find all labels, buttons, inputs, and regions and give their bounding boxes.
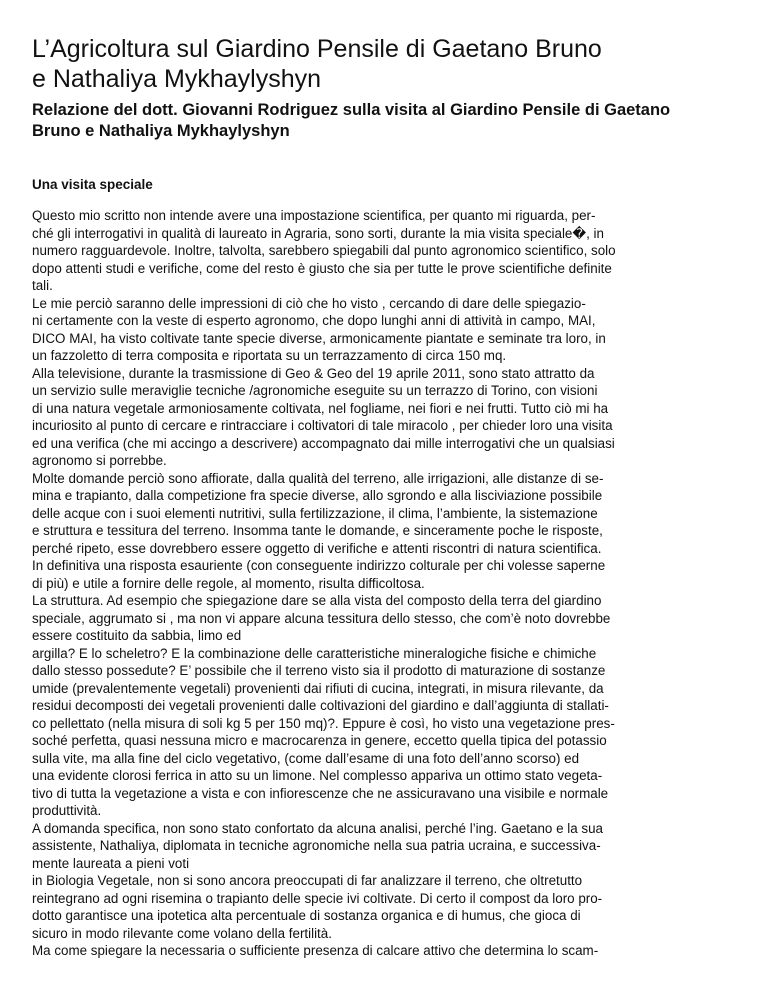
body-line: una evidente clorosi ferrica in atto su un limone. Nel complesso appariva un ottimo stato vegeta- [32, 768, 603, 783]
body-line: dallo stesso possedute? E’ possibile che il terreno visto sia il prodotto di maturazione di sostanze [32, 663, 606, 678]
body-line: argilla? E lo scheletro? E la combinazione delle caratteristiche mineralogiche fisiche e chimiche [32, 645, 597, 661]
body-line: residui decomposti dei vegetali provenienti dalle coltivazioni del giardino e dall’aggiunta di stallati- [32, 698, 609, 713]
body-line: di una natura vegetale armoniosamente coltivata, nel fogliame, nei fiori e nei frutti. Tutto ciò mi ha [32, 400, 609, 416]
body-line: numero ragguardevole. Inoltre, talvolta, sarebbero spiegabili dal punto agronomico scientifico, solo [32, 243, 616, 258]
body-line: In definitiva una risposta esauriente (con conseguente indirizzo colturale per chi volesse saperne [32, 558, 606, 573]
body-line: perché ripeto, esse dovrebbero essere oggetto di verifiche e attenti riscontri di natura scientifica. [32, 540, 602, 556]
body-line: sicuro in modo rilevante come volano della fertilità. [32, 925, 332, 941]
body-line: DICO MAI, ha visto coltivate tante specie diverse, armonicamente piantate e seminate tra loro, in [32, 330, 606, 346]
body-line: A domanda specifica, non sono stato confortato da alcuna analisi, perché l’ing. Gaetano e la sua [32, 820, 603, 836]
body-line: incuriosito al punto di cercare e rintracciare i coltivatori di tale miracolo , per chieder loro una visita [32, 418, 613, 433]
body-line: di più) e utile a fornire delle regole, al momento, risulta difficoltosa. [32, 575, 425, 591]
body-line: sulla vite, ma alla fine del ciclo vegetativo, (come dall’esame di una foto dell’anno scorso) ed [32, 750, 580, 766]
body-line: dopo attenti studi e verifiche, come del resto è giusto che sia per tutte le prove scientifiche definite [32, 260, 612, 276]
body-line: Questo mio scritto non intende avere una impostazione scientifica, per quanto mi riguarda, per- [32, 208, 596, 223]
body-line: Alla televisione, durante la trasmissione di Geo & Geo del 19 aprile 2011, sono stato attratto da [32, 365, 595, 381]
body-line: mina e trapianto, dalla competizione fra specie diverse, allo sgrondo e alla lisciviazione possibile [32, 488, 603, 503]
body-line: umide (prevalentemente vegetali) provenienti dai rifiuti di cucina, integrati, in misura rilevante, da [32, 680, 604, 696]
body-line: e struttura e tessitura del terreno. Insomma tante le domande, e sinceramente poche le risposte, [32, 523, 603, 538]
body-line: ed una verifica (che mi accingo a descrivere) accompagnato dai mille interrogativi che un qualsiasi [32, 435, 615, 451]
body-line: tivo di tutta la vegetazione a vista e con infiorescenze che ne assicuravano una visibile e normale [32, 785, 609, 801]
body-line: delle acque con i suoi elementi nutritivi, sulla fertilizzazione, il clima, l’ambiente, la sistemazione [32, 505, 598, 521]
section-heading: Una visita speciale [32, 177, 153, 192]
subtitle-line-1: Relazione del dott. Giovanni Rodriguez sulla visita al Giardino Pensile di Gaetano [32, 101, 671, 119]
body-line: La struttura. Ad esempio che spiegazione dare se alla vista del composto della terra del giardino [32, 593, 602, 608]
body-line: un fazzoletto di terra composita e riportata su un terrazzamento di circa 150 mq. [32, 348, 507, 363]
body-line: reintegrano ad ogni risemina o trapianto delle specie ivi coltivate. Di certo il compost da loro pro- [32, 890, 603, 906]
body-line: Molte domande perciò sono affiorate, dalla qualità del terreno, alle irrigazioni, alle distanze di se- [32, 470, 604, 486]
body-text [32, 207, 737, 960]
subtitle-line-2: Bruno e Nathaliya Mykhaylyshyn [32, 122, 290, 140]
body-line: speciale, aggrumato si , ma non vi appare alcuna tessitura dello stesso, che com’è noto dovrebbe [32, 610, 611, 626]
body-line: assistente, Nathaliya, diplomata in tecniche agronomiche nella sua patria ucraina, e successiva- [32, 838, 601, 853]
document-subtitle [32, 100, 732, 142]
body-line: agronomo si porrebbe. [32, 453, 167, 468]
document-title [32, 34, 732, 94]
body-line: essere costituito da sabbia, limo ed [32, 628, 242, 643]
body-line: Ma come spiegare la necessaria o sufficiente presenza di calcare attivo che determina lo scam- [32, 943, 599, 958]
title-line-2: e Nathaliya Mykhaylyshyn [32, 65, 322, 93]
body-line: dotto garantisce una ipotetica alta percentuale di sostanza organica e di humus, che gioca di [32, 908, 581, 923]
body-line: produttività. [32, 803, 102, 818]
body-line: soché perfetta, quasi nessuna micro e macrocarenza in genere, eccetto quella tipica del potassio [32, 733, 607, 748]
body-line: mente laureata a pieni voti [32, 855, 190, 871]
body-line: ni certamente con la veste di esperto agronomo, che dopo lunghi anni di attività in campo, MAI, [32, 313, 596, 328]
body-line: tali. [32, 278, 53, 293]
title-line-1: L’Agricoltura sul Giardino Pensile di Gaetano Bruno [32, 35, 602, 63]
body-line: co pellettato (nella misura di soli kg 5 per 150 mq)?. Eppure è così, ho visto una vegetazione pres- [32, 715, 615, 731]
body-line: ché gli interrogativi in qualità di laureato in Agraria, sono sorti, durante la mia visita speciale�, in [32, 225, 604, 241]
body-line: un servizio sulle meraviglie tecniche /agronomiche eseguite su un terrazzo di Torino, con visioni [32, 383, 598, 398]
body-line: in Biologia Vegetale, non si sono ancora preoccupati di far analizzare il terreno, che oltretutto [32, 873, 583, 888]
body-line: Le mie perciò saranno delle impressioni di ciò che ho visto , cercando di dare delle spiegazio- [32, 295, 586, 311]
